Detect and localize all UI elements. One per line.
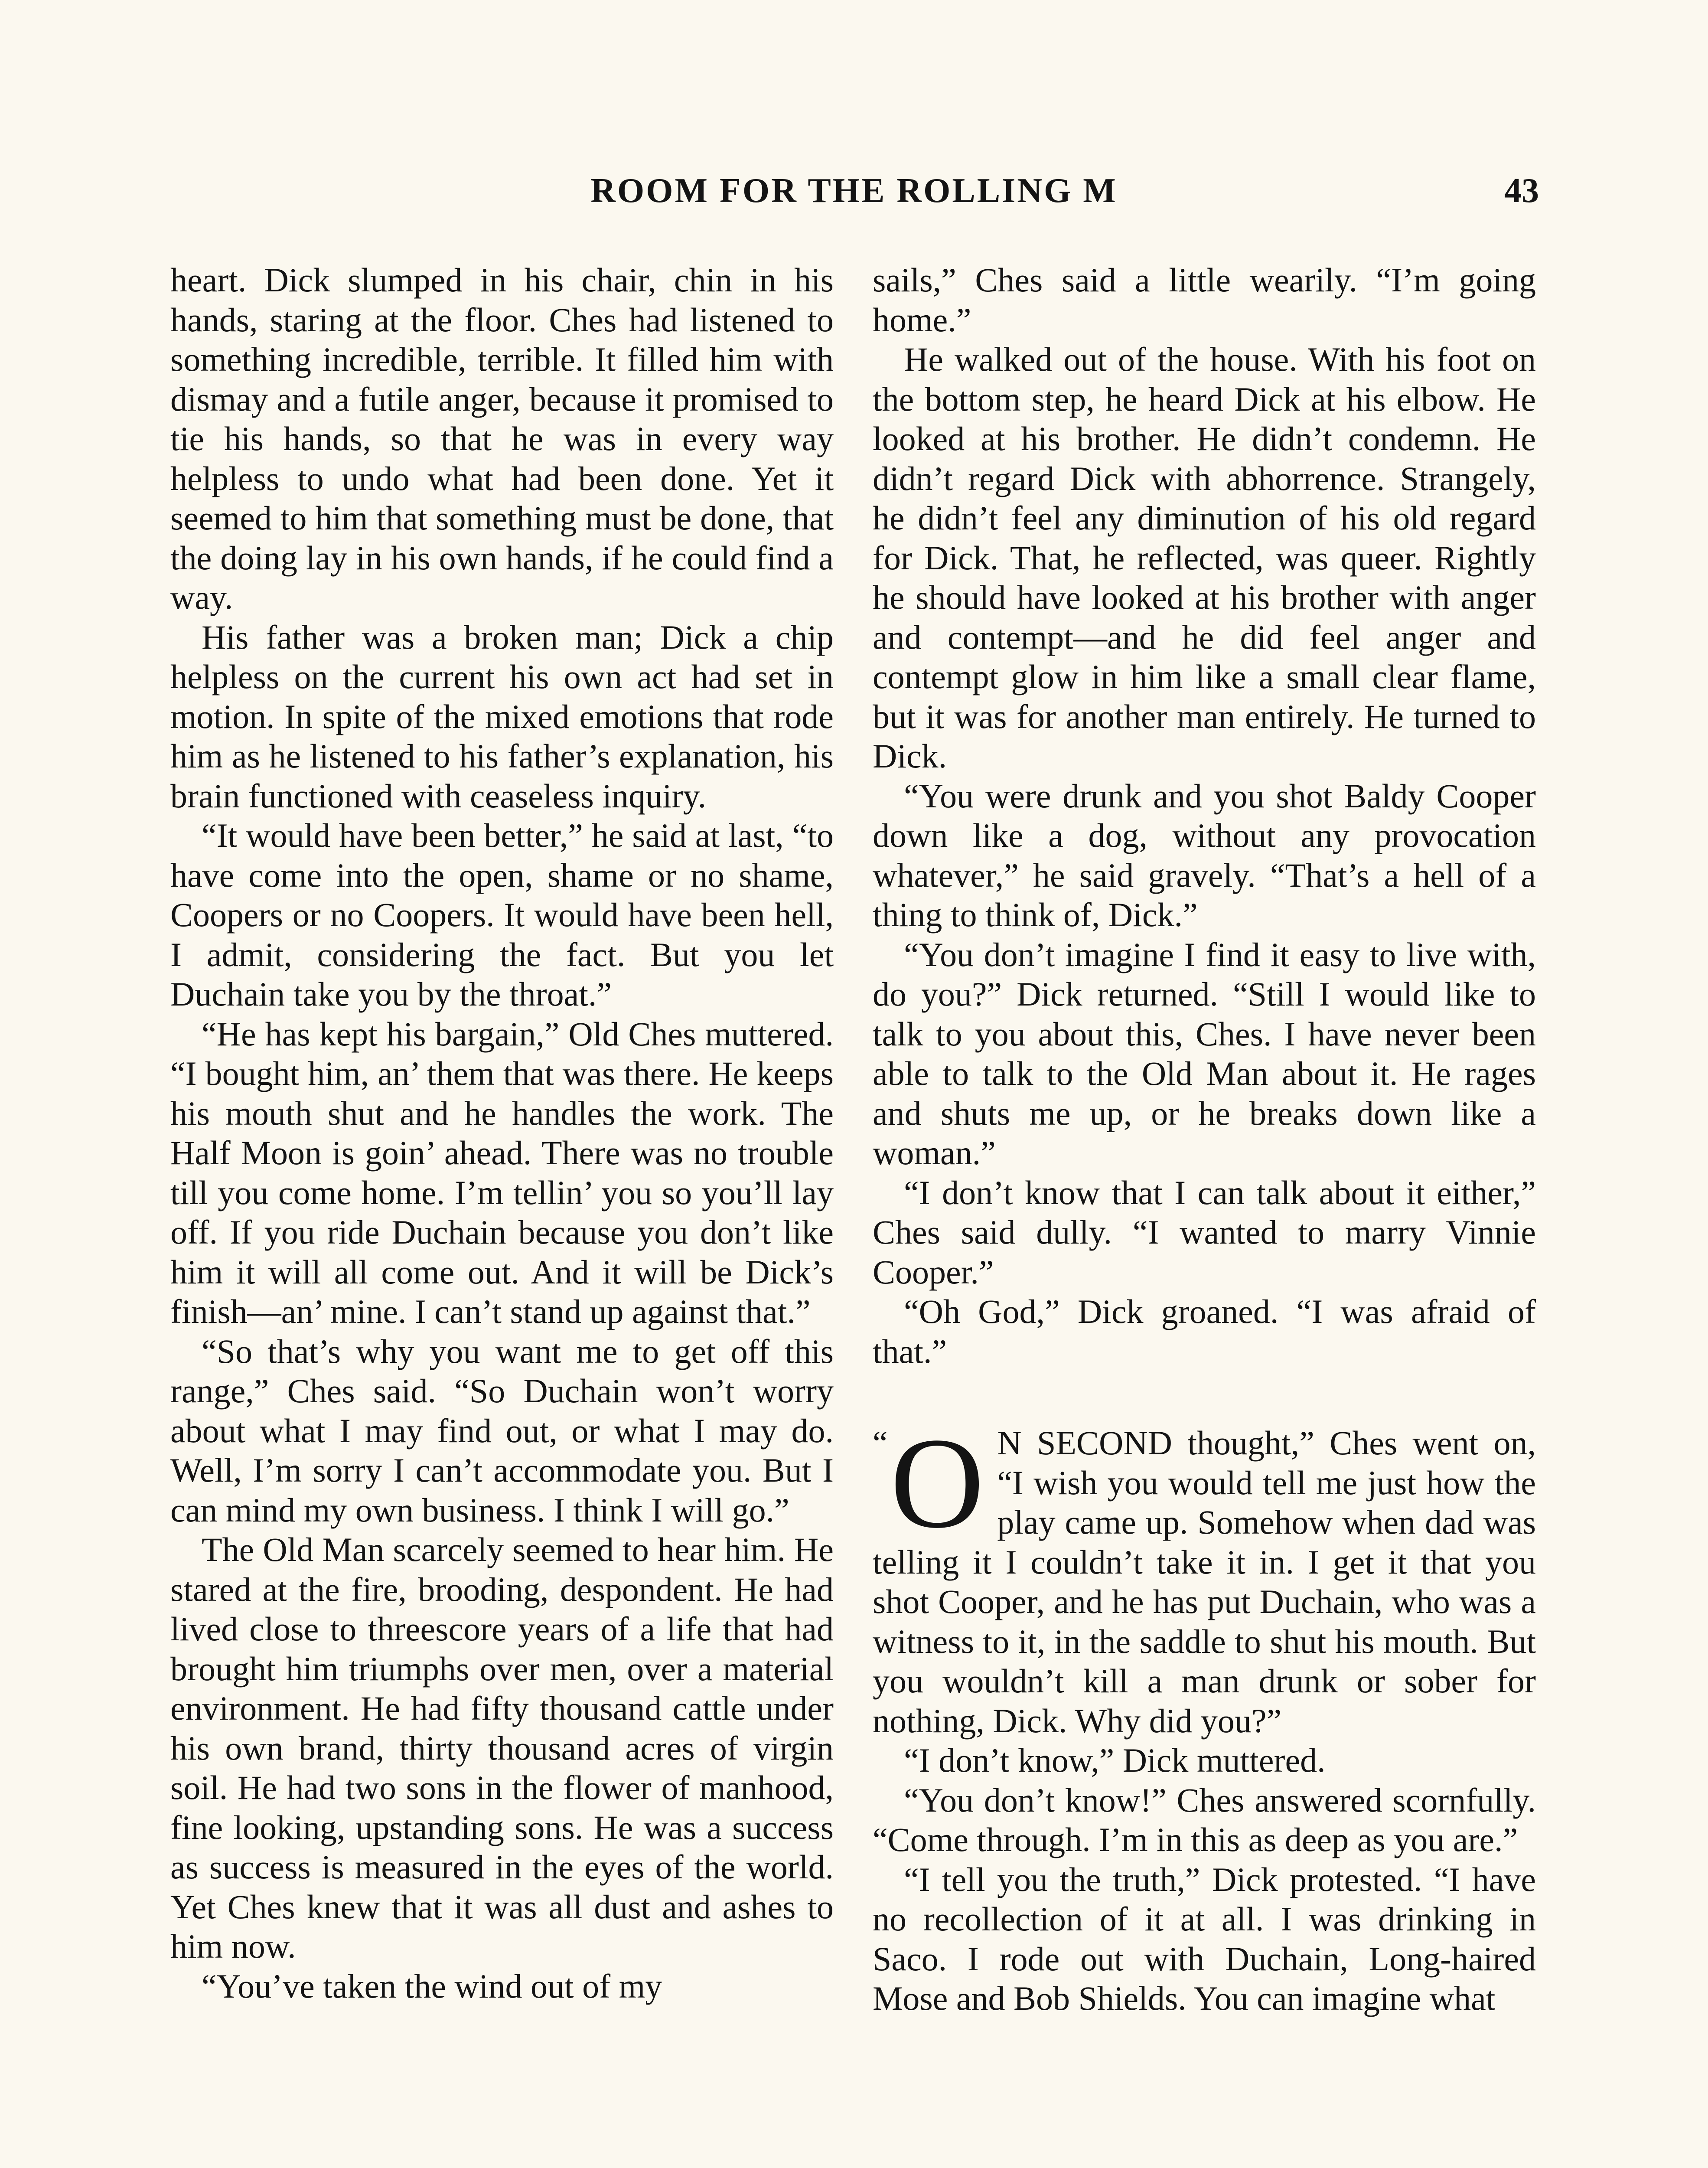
paragraph: sails,” Ches said a little wearily. “I’m going home.” [873, 261, 1536, 339]
right-column [873, 260, 1536, 2018]
drop-cap: O [890, 1411, 984, 1555]
paragraph: “You were drunk and you shot Baldy Cooper down like a dog, without any provocation whatever,” he said gravely. “That’s a hell of a thing to think of, Dick.” [873, 777, 1536, 934]
opening-quote-mark: “ [873, 1424, 888, 1462]
paragraph: “You don’t know!” Ches answered scornfully. “Come through. I’m in this as deep as you are.” [873, 1781, 1536, 1858]
paragraph: “So that’s why you want me to get off this range,” Ches said. “So Duchain won’t worry about what I may find out, or what I may do. Well, I’m sorry I can’t accommodate you. But I can mind my own business. I think I will go.” [170, 1332, 834, 1529]
paragraph: “He has kept his bargain,” Old Ches muttered. “I bought him, an’ them that was there. He keeps his mouth shut and he handles the work. The Half Moon is goin’ ahead. There was no trouble till you come home. I’m tellin’ you so you’ll lay off. If you ride Duchain because you don’t like him it will all come out. And it will be Dick’s finish—an’ mine. I can’t stand up against that.” [170, 1015, 834, 1330]
section-first-text: N SECOND thought,” Ches went on, “I wish you would tell me just how the play came up. Somehow when dad was telling it I couldn’t take it in. I get it that you shot Cooper, and he has put Duchain, who was a witness to it, in the saddle to shut his mouth. But you wouldn’t kill a man drunk or sober for nothing, Dick. Why did you?” [873, 1424, 1536, 1740]
left-column [170, 260, 834, 2006]
paragraph: “You don’t imagine I find it easy to live with, do you?” Dick returned. “Still I would like to talk to you about this, Ches. I have never been able to talk to the Old Man about it. He rages and shuts me up, or he breaks down like a woman.” [873, 935, 1536, 1172]
paragraph: “I don’t know,” Dick muttered. [904, 1741, 1326, 1779]
paragraph: He walked out of the house. With his foot on the bottom step, he heard Dick at his elbow. He looked at his brother. He didn’t condemn. He didn’t regard Dick with abhorrence. Strangely, he didn’t feel any diminution of his old regard for Dick. That, he reflected, was queer. Rightly he should have looked at his brother with anger and contempt—and he did feel anger and contempt glow in him like a small clear flame, but it was for another man entirely. He turned to Dick. [873, 340, 1536, 775]
paragraph: “I tell you the truth,” Dick protested. “I have no recollection of it at all. I was drinking in Saco. I rode out with Duchain, Long-haired Mose and Bob Shields. You can imagine what [873, 1860, 1536, 2017]
page-number: 43 [1504, 172, 1539, 210]
section-opening-paragraph [873, 1411, 1536, 1740]
page-header [169, 171, 1539, 219]
running-head: ROOM FOR THE ROLLING M [590, 172, 1118, 210]
paragraph: “Oh God,” Dick groaned. “I was afraid of that.” [873, 1293, 1536, 1370]
paragraph: The Old Man scarcely seemed to hear him. He stared at the fire, brooding, despondent. He had lived close to threescore years of a life that had brought him triumphs over men, over a material environment. He had fifty thousand cattle under his own brand, thirty thousand acres of virgin soil. He had two sons in the flower of manhood, fine looking, upstanding sons. He was a success as success is measured in the eyes of the world. Yet Ches knew that it was all dust and ashes to him now. [170, 1531, 834, 1965]
paragraph: “It would have been better,” he said at last, “to have come into the open, shame or no shame, Coopers or no Coopers. It would have been hell, I admit, considering the fact. But you let Duchain take you by the throat.” [170, 816, 834, 1013]
paragraph: heart. Dick slumped in his chair, chin in his hands, staring at the floor. Ches had listened to something incredible, terrible. It filled him with dismay and a futile anger, because it promised to tie his hands, so that he was in every way helpless to undo what had been done. Yet it seemed to him that something must be done, that the doing lay in his own hands, if he could find a way. [170, 261, 834, 616]
paragraph: “I don’t know that I can talk about it either,” Ches said dully. “I wanted to marry Vinnie Cooper.” [873, 1173, 1536, 1291]
paragraph: “You’ve taken the wind out of my [202, 1967, 662, 2005]
paragraph: His father was a broken man; Dick a chip helpless on the current his own act had set in motion. In spite of the mixed emotions that rode him as he listened to his father’s explanation, his brain functioned with ceaseless inquiry. [170, 618, 834, 815]
